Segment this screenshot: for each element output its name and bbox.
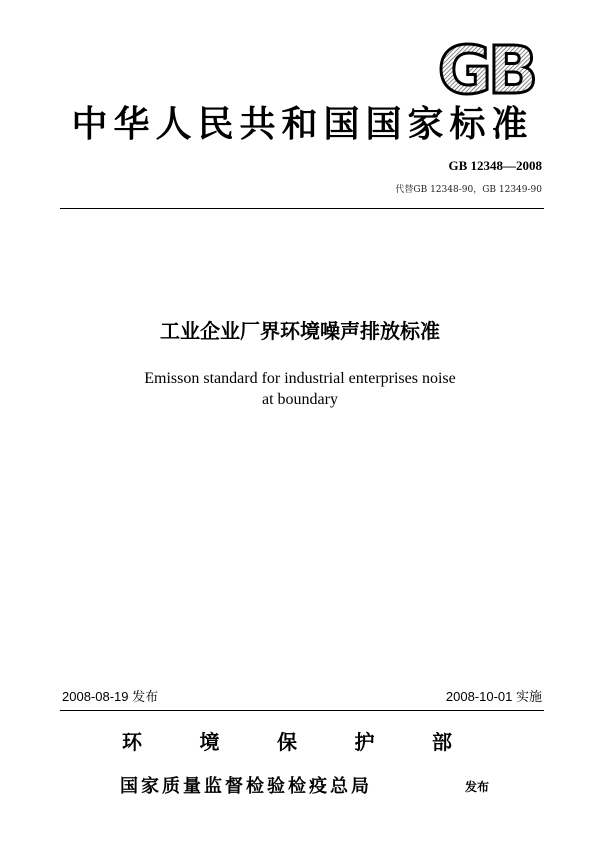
replaces-note: 代替GB 12348-90，GB 12349-90 [395, 185, 542, 195]
english-title-line2: at boundary [262, 391, 338, 408]
ministry-char: 部 [432, 730, 452, 754]
ministry-char: 环 [122, 730, 142, 754]
issue-label: 发布 [465, 780, 490, 794]
ministry-char: 保 [277, 730, 297, 754]
chinese-title: 工业企业厂界环境噪声排放标准 [160, 319, 440, 343]
bottom-divider [60, 710, 544, 711]
aqsiq-name: 国家质量监督检验检疫总局 [120, 776, 372, 797]
gb-logo-text: GB [437, 36, 535, 100]
english-title-line1: Emisson standard for industrial enterprises noise [144, 370, 456, 387]
ministry-char: 护 [354, 730, 375, 754]
gb-logo [428, 36, 544, 100]
standard-number: GB 12348—2008 [448, 158, 542, 173]
top-divider [60, 208, 544, 209]
ministry-name [122, 729, 452, 755]
national-standard-title: 中华人民共和国国家标准 [71, 104, 534, 145]
ministry-char: 境 [199, 730, 220, 754]
issue-date: 2008-08-19 发布 [62, 689, 159, 704]
english-title [100, 368, 500, 410]
implementation-date: 2008-10-01 实施 [445, 689, 542, 704]
